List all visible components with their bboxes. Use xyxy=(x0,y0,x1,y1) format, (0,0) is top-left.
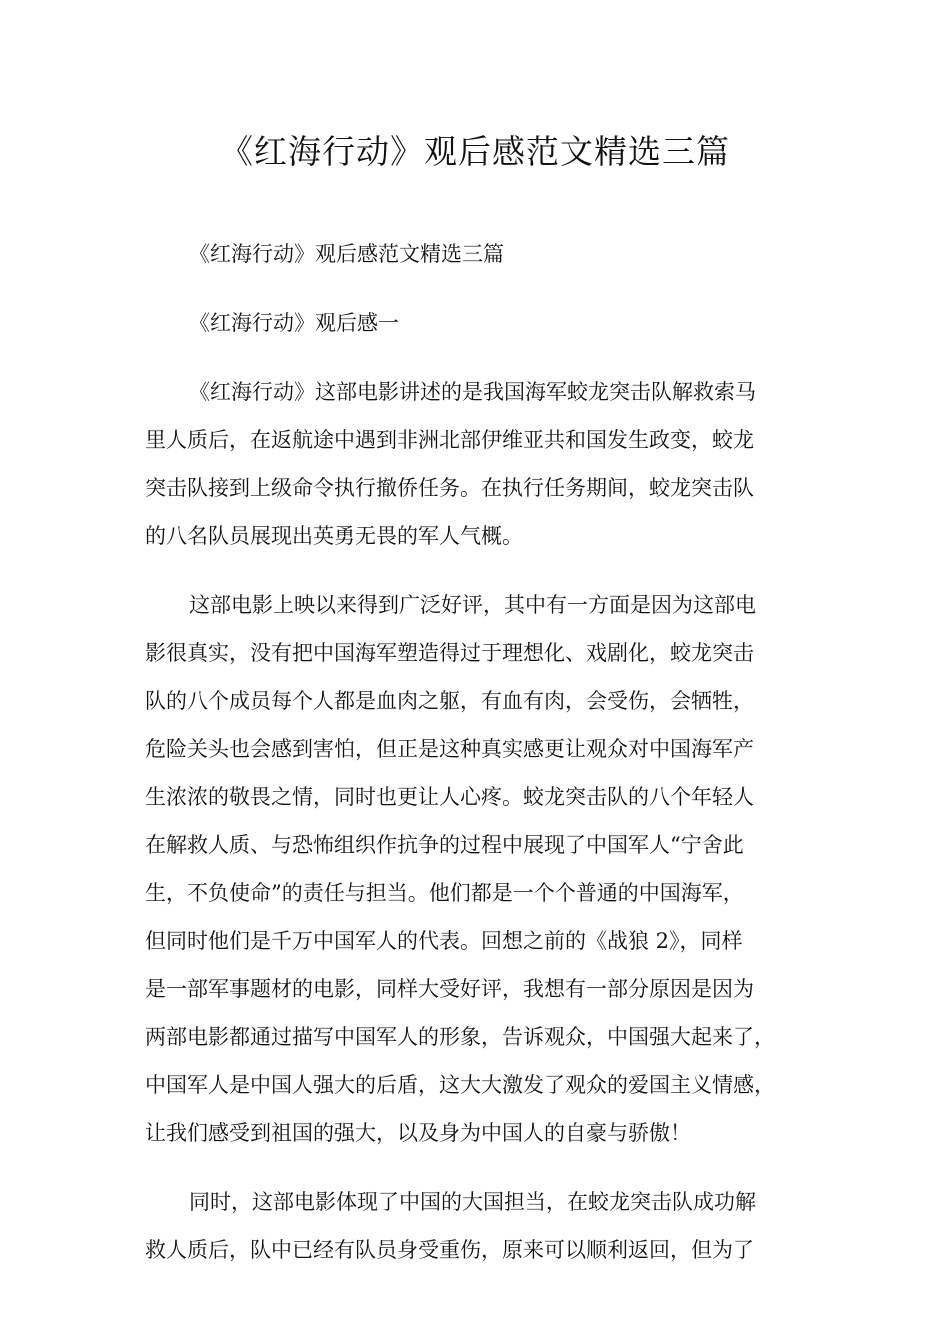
paragraph-line: 但同时他们是千万中国军人的代表。回想之前的《战狼 2》，同样 xyxy=(145,929,743,953)
paragraph-3 xyxy=(145,1178,810,1274)
paragraph-line: 两部电影都通过描写中国军人的形象，告诉观众，中国强大起来了， xyxy=(145,1025,775,1049)
paragraph-line: 救人质后，队中已经有队员身受重伤，原来可以顺利返回，但为了 xyxy=(145,1238,754,1262)
paragraph-line: 《红海行动》这部电影讲述的是我国海军蛟龙突击队解救索马 xyxy=(189,380,756,404)
paragraph-line: 是一部军事题材的电影，同样大受好评，我想有一部分原因是因为 xyxy=(145,977,754,1001)
subtitle-line: 《红海行动》观后感范文精选三篇 xyxy=(189,242,504,266)
paragraph-line: 里人质后，在返航途中遇到非洲北部伊维亚共和国发生政变，蛟龙 xyxy=(145,428,754,452)
document-body xyxy=(145,230,810,1274)
paragraph-line: 生浓浓的敬畏之情，同时也更让人心疼。蛟龙突击队的八个年轻人 xyxy=(145,785,754,809)
paragraph-line: 同时，这部电影体现了中国的大国担当，在蛟龙突击队成功解 xyxy=(189,1190,756,1214)
paragraph-2 xyxy=(145,581,810,1157)
spacing xyxy=(145,278,810,299)
document-title: 《红海行动》观后感范文精选三篇 xyxy=(220,132,730,171)
paragraph-line: 在解救人质、与恐怖组织作抗争的过程中展现了中国军人“宁舍此 xyxy=(145,833,744,857)
paragraph-line: 队的八个成员每个人都是血肉之躯，有血有肉，会受伤，会牺牲， xyxy=(145,689,754,713)
paragraph-line: 危险关头也会感到害怕，但正是这种真实感更让观众对中国海军产 xyxy=(145,737,754,761)
spacing xyxy=(145,1157,810,1178)
paragraph-line: 中国军人是中国人强大的后盾，这大大激发了观众的爱国主义情感， xyxy=(145,1073,775,1097)
paragraph-1 xyxy=(145,368,810,560)
paragraph-line: 让我们感受到祖国的强大，以及身为中国人的自豪与骄傲！ xyxy=(145,1121,691,1145)
paragraph-line: 生，不负使命”的责任与担当。他们都是一个个普通的中国海军， xyxy=(145,881,744,905)
section-heading: 《红海行动》观后感一 xyxy=(189,311,399,335)
paragraph-line: 的八名队员展现出英勇无畏的军人气概。 xyxy=(145,524,523,548)
spacing xyxy=(145,560,810,581)
spacing xyxy=(145,347,810,368)
paragraph-line: 影很真实，没有把中国海军塑造得过于理想化、戏剧化，蛟龙突击 xyxy=(145,641,754,665)
paragraph-line: 突击队接到上级命令执行撤侨任务。在执行任务期间，蛟龙突击队 xyxy=(145,476,754,500)
paragraph-line: 这部电影上映以来得到广泛好评，其中有一方面是因为这部电 xyxy=(189,593,756,617)
